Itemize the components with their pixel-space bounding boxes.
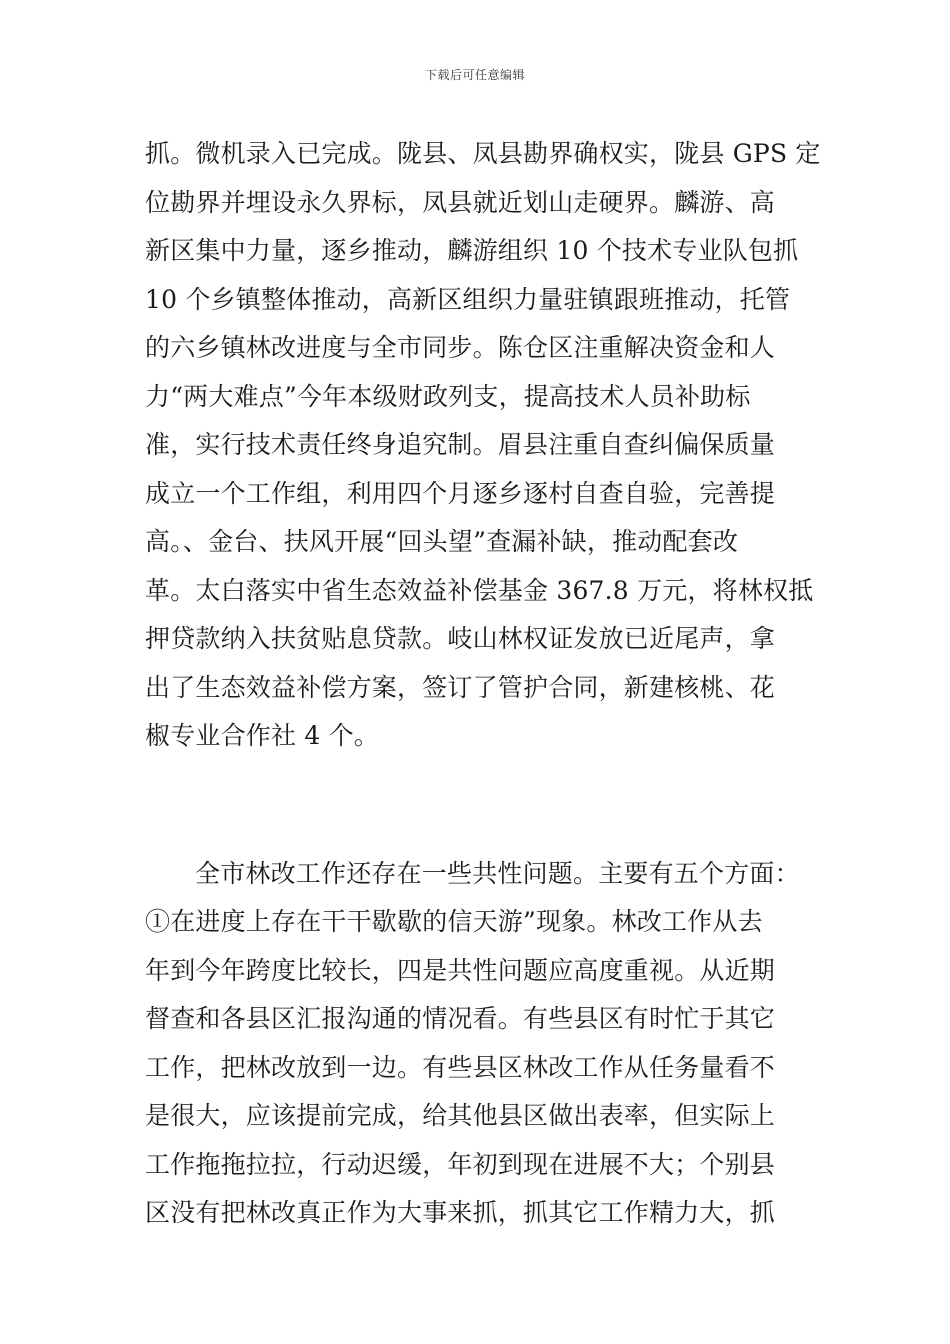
text-line: 椒专业合作社 4 个。 — [145, 721, 380, 750]
text-line: 10 个乡镇整体推动，高新区组织力量驻镇跟班推动，托管 — [145, 284, 791, 314]
text-line: 成立一个工作组，利用四个月逐乡逐村自查自验，完善提 — [145, 478, 776, 508]
text-line: 押贷款纳入扶贫贴息贷款。岐山林权证发放已近尾声，拿 — [145, 624, 776, 653]
paragraph-spacer — [145, 761, 810, 850]
text-line: 出了生态效益补偿方案，签订了管护合同，新建核桃、花 — [145, 672, 776, 702]
text-line: 全市林改工作还存在一些共性问题。主要有五个方面： — [195, 858, 800, 888]
text-line: 准，实行技术责任终身追究制。眉县注重自查纠偏保质量 — [145, 430, 776, 459]
text-line: 新区集中力量，逐乡推动，麟游组织 10 个技术专业队包抓 — [145, 236, 799, 265]
text-line: 工作拖拖拉拉，行动迟缓，年初到现在进展不大；个别县 — [145, 1149, 776, 1179]
text-line: 革。太白落实中省生态效益补偿基金 367.8 万元，将林权抵 — [145, 575, 814, 605]
text-line: 督查和各县区汇报沟通的情况看。有些县区有时忙于其它 — [145, 1004, 776, 1033]
paragraph-1 — [145, 130, 821, 761]
text-line: 力“两大难点”今年本级财政列支，提高技术人员补助标 — [145, 381, 751, 411]
text-line: 工作，把林改放到一边。有些县区林改工作从任务量看不 — [145, 1052, 776, 1082]
text-line: 的六乡镇林改进度与全市同步。陈仓区注重解决资金和人 — [145, 333, 776, 362]
text-line: 位勘界并埋设永久界标，凤县就近划山走硬界。麟游、高 — [145, 187, 776, 217]
text-line: 高。、金台、扶风开展“回头望”查漏补缺，推动配套改 — [145, 527, 739, 556]
text-line: 抓。微机录入已完成。陇县、凤县勘界确权实，陇县 GPS 定 — [145, 139, 821, 168]
text-line: 年到今年跨度比较长，四是共性问题应高度重视。从近期 — [145, 955, 776, 985]
text-line: ①在进度上存在干干歇歇的信天游”现象。林改工作从去 — [145, 907, 763, 936]
text-line: 区没有把林改真正作为大事来抓，抓其它工作精力大，抓 — [145, 1198, 776, 1227]
paragraph-2 — [145, 850, 810, 1238]
page-header: 下载后可任意编辑 — [424, 68, 525, 82]
document-body — [145, 130, 821, 1238]
text-line: 是很大，应该提前完成，给其他县区做出表率，但实际上 — [145, 1101, 776, 1130]
